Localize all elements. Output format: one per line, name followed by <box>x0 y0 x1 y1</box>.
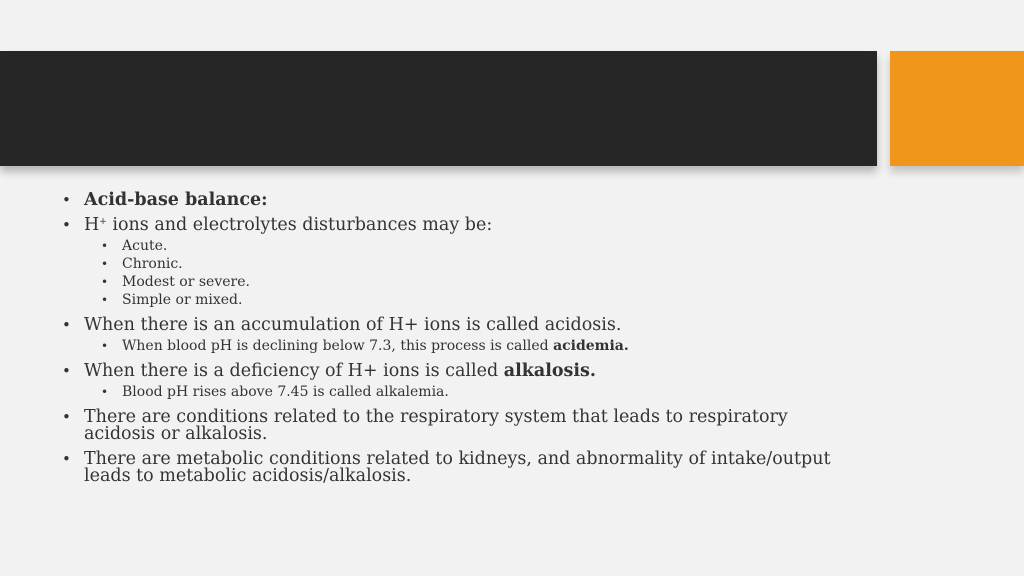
bullet-list <box>62 192 852 485</box>
bullet-acidosis <box>62 317 852 355</box>
superscript-plus: + <box>99 217 107 227</box>
bullet-acid-base-balance <box>62 192 852 209</box>
slide-title-bar <box>0 51 877 166</box>
bullet-respiratory <box>62 409 852 443</box>
bullet-disturbances <box>62 217 852 309</box>
sub-bullet: • Chronic. <box>101 255 852 273</box>
bullet-text: Acid-base balance: <box>84 190 268 210</box>
sub-bullet-list <box>101 337 852 355</box>
sub-bullet-list <box>101 237 852 309</box>
bullet-text: When there is an accumulation of H+ ions is called acidosis. <box>84 315 622 335</box>
bullet-text: There are metabolic conditions related to kidneys, and abnormality of intake/output leads to metabolic acidosis/alkalosis. <box>84 449 831 486</box>
sub-bullet-list <box>101 383 852 401</box>
sub-bullet: • Blood pH rises above 7.45 is called alkalemia. <box>101 383 852 401</box>
sub-bullet-bold: acidemia. <box>553 338 629 354</box>
sub-bullet: • Acute. <box>101 237 852 255</box>
bullet-bold: alkalosis. <box>503 361 596 381</box>
bullet-text-prefix: H <box>84 215 100 235</box>
sub-bullet: • Simple or mixed. <box>101 291 852 309</box>
sub-bullet <box>101 337 852 355</box>
bullet-text: When there is a deficiency of H+ ions is called <box>84 361 504 381</box>
bullet-text: ions and electrolytes disturbances may be: <box>106 215 493 235</box>
slide-content <box>62 192 852 493</box>
bullet-text: There are conditions related to the respiratory system that leads to respiratory acidosis or alkalosis. <box>84 407 788 444</box>
bullet-metabolic <box>62 451 852 485</box>
accent-block <box>890 51 1024 166</box>
sub-bullet-text: When blood pH is declining below 7.3, this process is called <box>122 338 554 354</box>
bullet-alkalosis <box>62 363 852 401</box>
sub-bullet: • Modest or severe. <box>101 273 852 291</box>
